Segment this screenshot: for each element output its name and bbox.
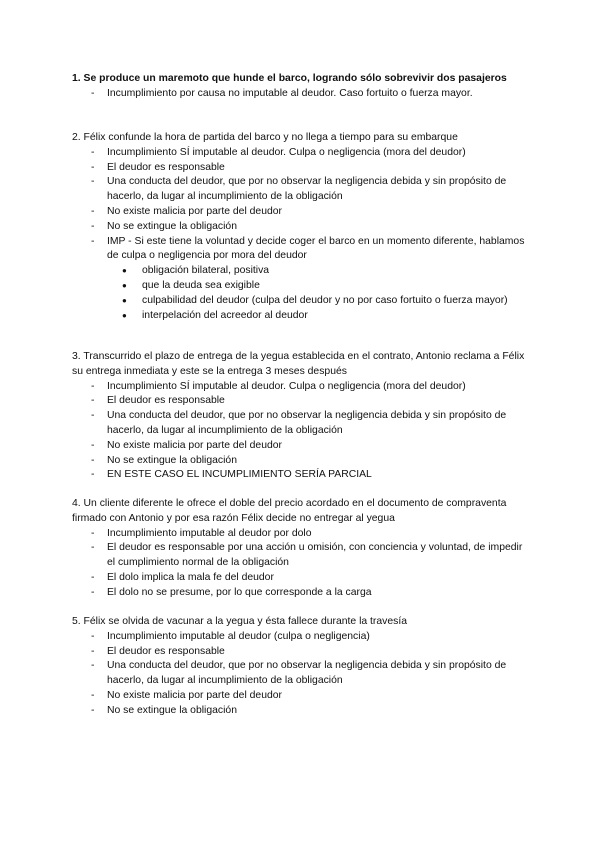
answer-list bbox=[72, 630, 532, 719]
sub-list-item: ● interpelación del acreedor al deudor bbox=[107, 309, 532, 324]
answer-list bbox=[72, 380, 532, 484]
answer-list bbox=[72, 527, 532, 601]
sub-list bbox=[107, 264, 532, 323]
sub-list-item: ● culpabilidad del deudor (culpa del deudor y no por caso fortuito o fuerza mayor) bbox=[107, 294, 532, 309]
list-item: - Una conducta del deudor, que por no observar la negligencia debida y sin propósito de hacerlo, da lugar al incumplimiento de la obligación bbox=[72, 409, 532, 439]
list-item: - Una conducta del deudor, que por no observar la negligencia debida y sin propósito de hacerlo, da lugar al incumplimiento de la obligación bbox=[72, 175, 532, 205]
list-item-text: IMP - Si este tiene la voluntad y decide coger el barco en un momento diferente, hablamos de culpa o negligencia por mora del deudor bbox=[107, 235, 525, 262]
list-item: - Incumplimiento por causa no imputable al deudor. Caso fortuito o fuerza mayor. bbox=[72, 87, 532, 102]
list-item bbox=[72, 235, 532, 324]
list-item: - No se extingue la obligación bbox=[72, 454, 532, 469]
sub-list-item: ● obligación bilateral, positiva bbox=[107, 264, 532, 279]
list-item: - El deudor es responsable por una acción u omisión, con conciencia y voluntad, de impedir el cumplimiento normal de la obligación bbox=[72, 541, 532, 571]
answer-list bbox=[72, 87, 532, 102]
list-item: - El deudor es responsable bbox=[72, 161, 532, 176]
section-5 bbox=[72, 615, 532, 719]
question-heading: 4. Un cliente diferente le ofrece el doble del precio acordado en el documento de compraventa firmado con Antonio y por esa razón Félix decide no entregar al yegua bbox=[72, 498, 507, 524]
list-item: - Incumplimiento imputable al deudor (culpa o negligencia) bbox=[72, 630, 532, 645]
question-heading: 2. Félix confunde la hora de partida del barco y no llega a tiempo para su embarque bbox=[72, 132, 458, 143]
sub-list-item: ● que la deuda sea exigible bbox=[107, 279, 532, 294]
list-item: - No se extingue la obligación bbox=[72, 220, 532, 235]
section-2 bbox=[72, 131, 532, 323]
list-item: - EN ESTE CASO EL INCUMPLIMIENTO SERÍA PARCIAL bbox=[72, 468, 532, 483]
list-item: - Incumplimiento SÍ imputable al deudor. Culpa o negligencia (mora del deudor) bbox=[72, 380, 532, 395]
list-item: - No existe malicia por parte del deudor bbox=[72, 689, 532, 704]
list-item: - El deudor es responsable bbox=[72, 645, 532, 660]
list-item: - Una conducta del deudor, que por no observar la negligencia debida y sin propósito de hacerlo, da lugar al incumplimiento de la obligación bbox=[72, 659, 532, 689]
list-item: - No existe malicia por parte del deudor bbox=[72, 205, 532, 220]
list-item: - No existe malicia por parte del deudor bbox=[72, 439, 532, 454]
list-item: - Incumplimiento SÍ imputable al deudor. Culpa o negligencia (mora del deudor) bbox=[72, 146, 532, 161]
list-item: - Incumplimiento imputable al deudor por dolo bbox=[72, 527, 532, 542]
section-1 bbox=[72, 72, 532, 102]
question-heading: 1. Se produce un maremoto que hunde el barco, logrando sólo sobrevivir dos pasajeros bbox=[72, 73, 507, 84]
question-heading: 5. Félix se olvida de vacunar a la yegua y ésta fallece durante la travesía bbox=[72, 616, 408, 627]
section-3 bbox=[72, 350, 532, 483]
list-item: - El dolo no se presume, por lo que corresponde a la carga bbox=[72, 586, 532, 601]
answer-list bbox=[72, 146, 532, 324]
list-item: - El deudor es responsable bbox=[72, 394, 532, 409]
list-item: - El dolo implica la mala fe del deudor bbox=[72, 571, 532, 586]
question-heading: 3. Transcurrido el plazo de entrega de la yegua establecida en el contrato, Antonio reclama a Félix su entrega inmediata y este se la entrega 3 meses después bbox=[72, 351, 525, 377]
list-item: - No se extingue la obligación bbox=[72, 704, 532, 719]
section-4 bbox=[72, 497, 532, 601]
